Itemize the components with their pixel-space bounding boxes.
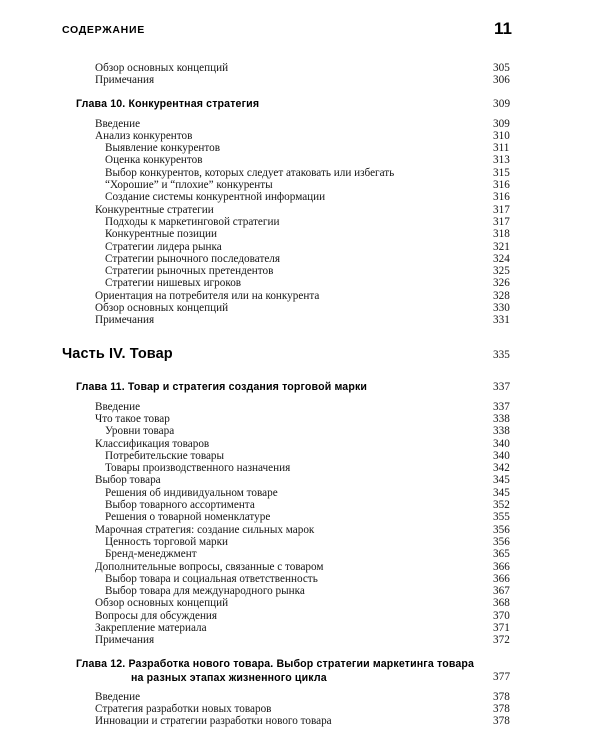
toc-entry-page-number: 378 (493, 690, 510, 703)
toc-entry-label: Стратегия разработки новых товаров (95, 702, 272, 715)
toc-entry[interactable] (0, 462, 600, 474)
toc-entry-label: Товары производственного назначения (105, 462, 291, 475)
toc-entry[interactable] (0, 474, 600, 486)
toc-entry-page-number: 316 (493, 191, 510, 204)
vertical-spacer (0, 394, 600, 401)
toc-entry[interactable] (0, 573, 600, 585)
toc-entry-label: Выявление конкурентов (105, 142, 221, 155)
toc-entry[interactable] (0, 536, 600, 548)
toc-entry[interactable] (0, 74, 600, 86)
toc-entry[interactable] (0, 715, 600, 727)
toc-entry-page-number: 337 (493, 400, 510, 413)
toc-entry-page-number: 345 (493, 474, 510, 487)
toc-entry-label: Бренд-менеджмент (105, 548, 197, 561)
toc-chapter-label: Глава 10. Конкурентная стратегия (76, 97, 260, 110)
toc-entry-label: Примечания (95, 314, 155, 327)
toc-entry-page-number: 378 (493, 715, 510, 728)
page-number: 11 (494, 19, 512, 38)
toc-entry-label: “Хорошие” и “плохие” конкуренты (105, 179, 273, 192)
toc-entry-page-number: 368 (493, 597, 510, 610)
toc-entry[interactable] (0, 524, 600, 536)
toc-entry[interactable] (0, 585, 600, 597)
toc-entry-label: Выбор товарного ассортимента (105, 499, 255, 512)
vertical-spacer (0, 684, 600, 691)
toc-entry-label: Обзор основных концепций (95, 597, 229, 610)
toc-entry-page-number: 378 (493, 702, 510, 715)
toc-entry[interactable] (0, 62, 600, 74)
toc-entry[interactable] (0, 142, 600, 154)
toc-entry[interactable] (0, 130, 600, 142)
toc-entry-label: Примечания (95, 634, 155, 647)
toc-entry-page-number: 372 (493, 634, 510, 647)
toc-entry-page-number: 345 (493, 486, 510, 499)
toc-entry-label: Введение (95, 117, 141, 130)
toc-entry-label: Уровни товара (105, 425, 175, 438)
toc-entry[interactable] (0, 703, 600, 715)
toc-chapter-label (76, 657, 474, 685)
toc-entry-label: Конкурентные позиции (105, 228, 218, 241)
toc-chapter-heading[interactable] (0, 380, 600, 394)
toc-entry-label: Стратегии лидера рынка (105, 240, 222, 253)
toc-entry-page-number: 309 (493, 117, 510, 130)
toc-entry[interactable] (0, 167, 600, 179)
toc-entry[interactable] (0, 597, 600, 609)
vertical-spacer (0, 370, 600, 380)
toc-chapter-label-line1: Глава 12. Разработка нового товара. Выбор стратегии маркетинга товара (76, 657, 475, 670)
toc-entry[interactable] (0, 277, 600, 289)
toc-entry-page-number: 313 (493, 154, 510, 167)
toc-entry-label: Стратегии нишевых игроков (105, 277, 242, 290)
toc-entry[interactable] (0, 191, 600, 203)
toc-entry-label: Инновации и стратегии разработки нового товара (95, 715, 332, 728)
toc-entry-label: Закрепление материала (95, 621, 207, 634)
toc-entry[interactable] (0, 413, 600, 425)
toc-entry-label: Выбор товара (95, 474, 161, 487)
toc-entry[interactable] (0, 216, 600, 228)
toc-entry-page-number: 340 (493, 449, 510, 462)
toc-chapter-page-number: 309 (493, 97, 511, 110)
toc-entry[interactable] (0, 302, 600, 314)
toc-chapter-heading[interactable] (0, 657, 600, 684)
toc-entry-page-number: 352 (493, 499, 510, 512)
toc-entry-label: Дополнительные вопросы, связанные с товаром (95, 560, 324, 573)
toc-entry-page-number: 342 (493, 462, 510, 475)
toc-entry-page-number: 371 (493, 621, 510, 634)
toc-entry-label: Что такое товар (95, 412, 170, 425)
toc-entry-page-number: 328 (493, 289, 510, 302)
toc-entry-page-number: 355 (493, 511, 510, 524)
toc-entry-label: Выбор конкурентов, которых следует атаковать или избегать (105, 166, 395, 179)
toc-entry-label: Выбор товара для международного рынка (105, 585, 305, 598)
toc-entry-label: Конкурентные стратегии (95, 203, 214, 216)
toc-entry-label: Примечания (95, 74, 155, 87)
toc-entry[interactable] (0, 241, 600, 253)
toc-entry-label: Введение (95, 690, 141, 703)
toc-entry-label: Стратегии рыночных претендентов (105, 265, 274, 278)
toc-entry-page-number: 340 (493, 437, 510, 450)
toc-entry[interactable] (0, 511, 600, 523)
toc-part-page-number: 335 (493, 348, 510, 361)
toc-entry[interactable] (0, 561, 600, 573)
toc-entry-page-number: 356 (493, 523, 510, 536)
toc-entry[interactable] (0, 610, 600, 622)
toc-part-heading[interactable] (0, 345, 600, 363)
running-head (62, 19, 532, 44)
toc-entry-label: Потребительские товары (105, 449, 225, 462)
toc-entry[interactable] (0, 438, 600, 450)
toc-chapter-page-number: 337 (493, 380, 511, 393)
toc-entry-label: Решения об индивидуальном товаре (105, 486, 278, 499)
vertical-spacer (0, 647, 600, 657)
toc-entry-label: Обзор основных концепций (95, 62, 229, 74)
toc-chapter-page-number: 377 (493, 670, 511, 683)
toc-entry-page-number: 316 (493, 179, 510, 192)
toc-chapter-label-line2: на разных этапах жизненного цикла (131, 671, 327, 684)
toc-entry[interactable] (0, 450, 600, 462)
toc-entry-page-number: 321 (493, 240, 510, 253)
page-title: СОДЕРЖАНИЕ (62, 24, 145, 36)
toc-entry[interactable] (0, 228, 600, 240)
toc-entry[interactable] (0, 118, 600, 130)
toc-entry-page-number: 324 (493, 252, 510, 265)
toc-entry[interactable] (0, 204, 600, 216)
toc-entry[interactable] (0, 179, 600, 191)
vertical-spacer (0, 363, 600, 370)
toc-entry-page-number: 338 (493, 412, 510, 425)
toc-entry[interactable] (0, 253, 600, 265)
toc-entry-label: Ориентация на потребителя или на конкурента (95, 289, 320, 302)
toc-entry-label: Марочная стратегия: создание сильных марок (95, 523, 315, 536)
toc-entry-label: Ценность торговой марки (105, 535, 229, 548)
toc-entry[interactable] (0, 290, 600, 302)
toc-entry-page-number: 311 (493, 142, 510, 155)
toc-entry[interactable] (0, 425, 600, 437)
toc-entry[interactable] (0, 314, 600, 326)
toc-entry[interactable] (0, 634, 600, 646)
vertical-spacer (0, 87, 600, 97)
toc-entry[interactable] (0, 548, 600, 560)
toc-entry[interactable] (0, 487, 600, 499)
toc-entry-page-number: 317 (493, 203, 510, 216)
toc-entry-page-number: 338 (493, 425, 510, 438)
toc-entry-page-number: 315 (493, 166, 510, 179)
toc-entry-label: Стратегии рыночного последователя (105, 252, 281, 265)
toc-entry-page-number: 325 (493, 265, 510, 278)
toc-entry-label: Классификация товаров (95, 437, 210, 450)
toc-entry[interactable] (0, 499, 600, 511)
toc-part-label: Часть IV. Товар (62, 345, 173, 362)
toc-entry-page-number: 370 (493, 609, 510, 622)
toc-entry-page-number: 367 (493, 585, 510, 598)
toc-entry-page-number: 365 (493, 548, 510, 561)
toc-entry[interactable] (0, 691, 600, 703)
toc-entry-page-number: 306 (493, 74, 510, 87)
vertical-spacer (0, 327, 600, 345)
toc-entry-page-number: 317 (493, 215, 510, 228)
toc-entry-label: Анализ конкурентов (95, 129, 193, 142)
toc-entry-page-number: 366 (493, 572, 510, 585)
toc-chapter-heading[interactable] (0, 97, 600, 111)
toc-entry-label: Подходы к маркетинговой стратегии (105, 215, 280, 228)
toc-entry[interactable] (0, 622, 600, 634)
toc-entry-page-number: 318 (493, 228, 510, 241)
toc-entry-page-number: 305 (493, 62, 510, 74)
toc-chapter-label: Глава 11. Товар и стратегия создания торговой марки (76, 380, 368, 393)
toc-entry-page-number: 366 (493, 560, 510, 573)
toc-entry-page-number: 356 (493, 535, 510, 548)
table-of-contents (0, 62, 600, 727)
toc-entry-page-number: 326 (493, 277, 510, 290)
toc-entry-label: Создание системы конкурентной информации (105, 191, 326, 204)
toc-entry-label: Обзор основных концепций (95, 302, 229, 315)
toc-entry-label: Решения о товарной номенклатуре (105, 511, 271, 524)
toc-entry-label: Выбор товара и социальная ответственность (105, 572, 318, 585)
toc-entry-page-number: 310 (493, 129, 510, 142)
toc-entry-label: Введение (95, 400, 141, 413)
toc-entry-page-number: 330 (493, 302, 510, 315)
toc-entry-page-number: 331 (493, 314, 510, 327)
toc-entry-label: Вопросы для обсуждения (95, 609, 218, 622)
toc-entry[interactable] (0, 265, 600, 277)
toc-entry-label: Оценка конкурентов (105, 154, 203, 167)
toc-entry[interactable] (0, 154, 600, 166)
toc-entry[interactable] (0, 401, 600, 413)
vertical-spacer (0, 111, 600, 118)
